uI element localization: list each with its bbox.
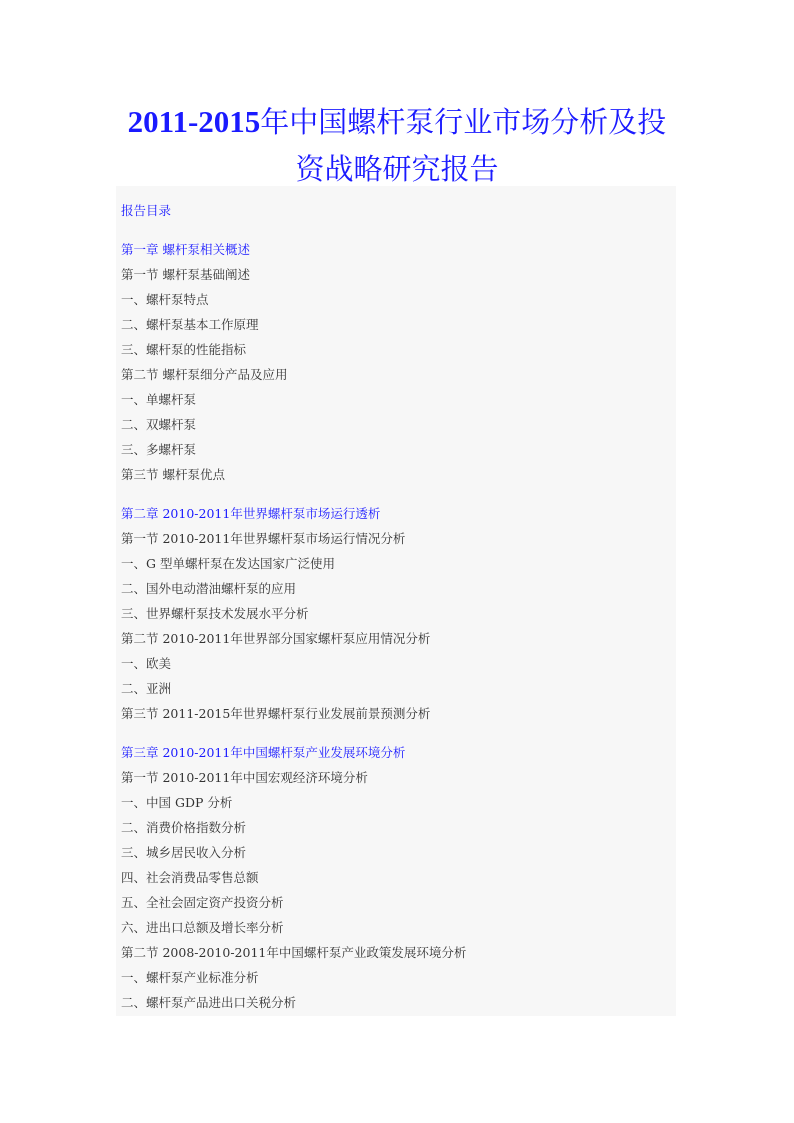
toc-item: 第一节 2010-2011年中国宏观经济环境分析 [121,770,368,785]
toc-item: 第三节 2011-2015年世界螺杆泵行业发展前景预测分析 [121,706,431,721]
toc-item: 第二节 2010-2011年世界部分国家螺杆泵应用情况分析 [121,631,431,646]
chapter-heading: 第三章 2010-2011年中国螺杆泵产业发展环境分析 [121,745,406,760]
toc-item: 第二节 螺杆泵细分产品及应用 [121,367,288,382]
toc-item: 第三节 螺杆泵优点 [121,467,225,482]
toc-item: 一、G 型单螺杆泵在发达国家广泛使用 [121,556,335,571]
toc-item: 四、社会消费品零售总额 [121,870,259,885]
toc-item: 二、螺杆泵产品进出口关税分析 [121,995,297,1010]
toc-item: 一、中国 GDP 分析 [121,795,233,810]
table-of-contents [121,198,681,1015]
title-year: 2011-2015 [127,104,261,139]
toc-item: 三、多螺杆泵 [121,442,197,457]
toc-item: 二、亚洲 [121,681,172,696]
toc-item: 一、螺杆泵特点 [121,292,209,307]
toc-item: 二、国外电动潜油螺杆泵的应用 [121,581,297,596]
toc-item: 第一节 螺杆泵基础阐述 [121,267,250,282]
toc-item: 一、螺杆泵产业标准分析 [121,970,259,985]
toc-item: 五、全社会固定资产投资分析 [121,895,284,910]
toc-item: 二、双螺杆泵 [121,417,197,432]
toc-item: 六、进出口总额及增长率分析 [121,920,284,935]
toc-item: 三、螺杆泵的性能指标 [121,342,247,357]
toc-item: 第一节 2010-2011年世界螺杆泵市场运行情况分析 [121,531,406,546]
toc-item: 三、城乡居民收入分析 [121,845,247,860]
title-line-1 [100,98,694,146]
toc-item: 三、世界螺杆泵技术发展水平分析 [121,606,309,621]
title-line-1-text: 年中国螺杆泵行业市场分析及投 [260,105,667,139]
chapter-heading: 第一章 螺杆泵相关概述 [121,242,250,257]
toc-item: 一、欧美 [121,656,172,671]
toc-item: 第二节 2008-2010-2011年中国螺杆泵产业政策发展环境分析 [121,945,467,960]
toc-item: 一、单螺杆泵 [121,392,197,407]
title-line-2: 资战略研究报告 [295,152,499,186]
toc-heading: 报告目录 [121,203,172,218]
toc-item: 二、消费价格指数分析 [121,820,247,835]
chapter-heading: 第二章 2010-2011年世界螺杆泵市场运行透析 [121,506,381,521]
document-title [100,98,694,193]
toc-item: 二、螺杆泵基本工作原理 [121,317,259,332]
